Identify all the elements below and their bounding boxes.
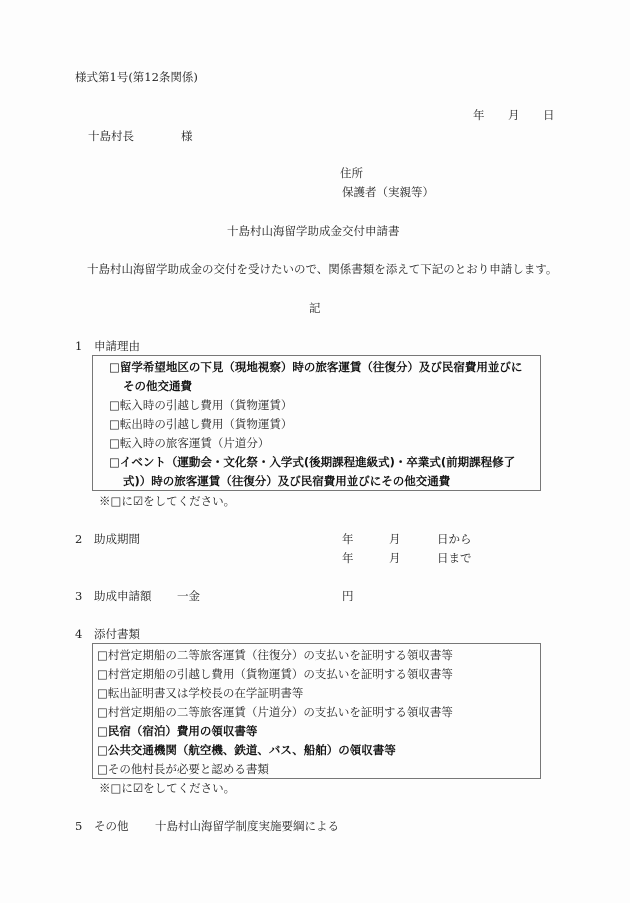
period-to-month[interactable]: 月 xyxy=(389,551,401,565)
checkbox-icon[interactable]: □ xyxy=(97,762,108,776)
attachment-item-2[interactable]: □村営定期船の引越し費用（貨物運賃）の支払いを証明する領収書等 xyxy=(97,667,453,681)
attachment-item-6[interactable]: □公共交通機関（航空機、鉄道、バス、船舶）の領収書等 xyxy=(97,743,396,757)
document-title: 十島村山海留学助成金交付申請書 xyxy=(227,224,400,238)
section-1-note: ※□に☑をしてください。 xyxy=(99,494,236,508)
section-3-number: 3 xyxy=(75,589,83,603)
section-2-number: 2 xyxy=(75,532,83,546)
section-5-label: その他 xyxy=(94,819,129,833)
reason-checklist xyxy=(92,355,541,491)
checkbox-icon[interactable]: □ xyxy=(97,648,108,662)
checkbox-icon[interactable]: □ xyxy=(109,417,120,431)
reason-item-5-cont: 式)）時の旅客運賃（往復分）及び民宿費用並びにその他交通費 xyxy=(123,474,451,488)
period-from-year[interactable]: 年 xyxy=(342,532,354,546)
period-to-day[interactable]: 日まで xyxy=(437,551,472,565)
amount-unit[interactable]: 円 xyxy=(342,589,354,603)
amount-prefix: 一金 xyxy=(177,589,200,603)
section-5-number: 5 xyxy=(75,819,83,833)
checkbox-icon[interactable]: □ xyxy=(97,724,108,738)
ki-label: 記 xyxy=(309,301,321,315)
period-from-month[interactable]: 月 xyxy=(389,532,401,546)
reason-item-3[interactable]: □転出時の引越し費用（貨物運賃） xyxy=(109,417,293,431)
intro-text: 十島村山海留学助成金の交付を受けたいので、関係書類を添えて下記のとおり申請します。 xyxy=(87,262,558,276)
section-3-label: 助成申請額 xyxy=(94,589,152,603)
form-number: 様式第1号(第12条関係) xyxy=(75,70,198,84)
section-1-label: 申請理由 xyxy=(94,339,140,353)
section-5-text: 十島村山海留学制度実施要綱による xyxy=(155,819,339,833)
checkbox-icon[interactable]: □ xyxy=(109,360,120,374)
section-4-label: 添付書類 xyxy=(94,627,140,641)
section-2-label: 助成期間 xyxy=(94,532,140,546)
period-from-day[interactable]: 日から xyxy=(437,532,472,546)
address-label: 住所 xyxy=(340,166,363,180)
checkbox-icon[interactable]: □ xyxy=(97,686,108,700)
reason-item-2[interactable]: □転入時の引越し費用（貨物運賃） xyxy=(109,398,293,412)
date-month[interactable]: 月 xyxy=(508,108,520,122)
reason-item-1-cont: その他交通費 xyxy=(123,379,192,393)
checkbox-icon[interactable]: □ xyxy=(109,398,120,412)
attachment-item-1[interactable]: □村営定期船の二等旅客運賃（往復分）の支払いを証明する領収書等 xyxy=(97,648,453,662)
attachment-item-7[interactable]: □その他村長が必要と認める書類 xyxy=(97,762,269,776)
section-4-note: ※□に☑をしてください。 xyxy=(99,781,236,795)
addressee: 十島村長 xyxy=(88,129,134,143)
reason-item-5[interactable]: □イベント（運動会・文化祭・入学式(後期課程進級式)・卒業式(前期課程修了 xyxy=(109,455,516,469)
period-to-year[interactable]: 年 xyxy=(342,551,354,565)
checkbox-icon[interactable]: □ xyxy=(109,455,120,469)
date-year[interactable]: 年 xyxy=(473,108,485,122)
addressee-suffix: 様 xyxy=(181,129,193,143)
section-1-number: 1 xyxy=(75,339,83,353)
section-4-number: 4 xyxy=(75,627,83,641)
checkbox-icon[interactable]: □ xyxy=(97,667,108,681)
attachment-item-5[interactable]: □民宿（宿泊）費用の領収書等 xyxy=(97,724,258,738)
attachments-checklist xyxy=(92,643,541,779)
checkbox-icon[interactable]: □ xyxy=(109,436,120,450)
date-day[interactable]: 日 xyxy=(543,108,555,122)
checkbox-icon[interactable]: □ xyxy=(97,743,108,757)
reason-item-4[interactable]: □転入時の旅客運賃（片道分） xyxy=(109,436,270,450)
attachment-item-4[interactable]: □村営定期船の二等旅客運賃（片道分）の支払いを証明する領収書等 xyxy=(97,705,453,719)
checkbox-icon[interactable]: □ xyxy=(97,705,108,719)
guardian-label: 保護者（実親等） xyxy=(342,185,434,199)
reason-item-1[interactable]: □留学希望地区の下見（現地視察）時の旅客運賃（往復分）及び民宿費用並びに xyxy=(109,360,523,374)
attachment-item-3[interactable]: □転出証明書又は学校長の在学証明書等 xyxy=(97,686,304,700)
